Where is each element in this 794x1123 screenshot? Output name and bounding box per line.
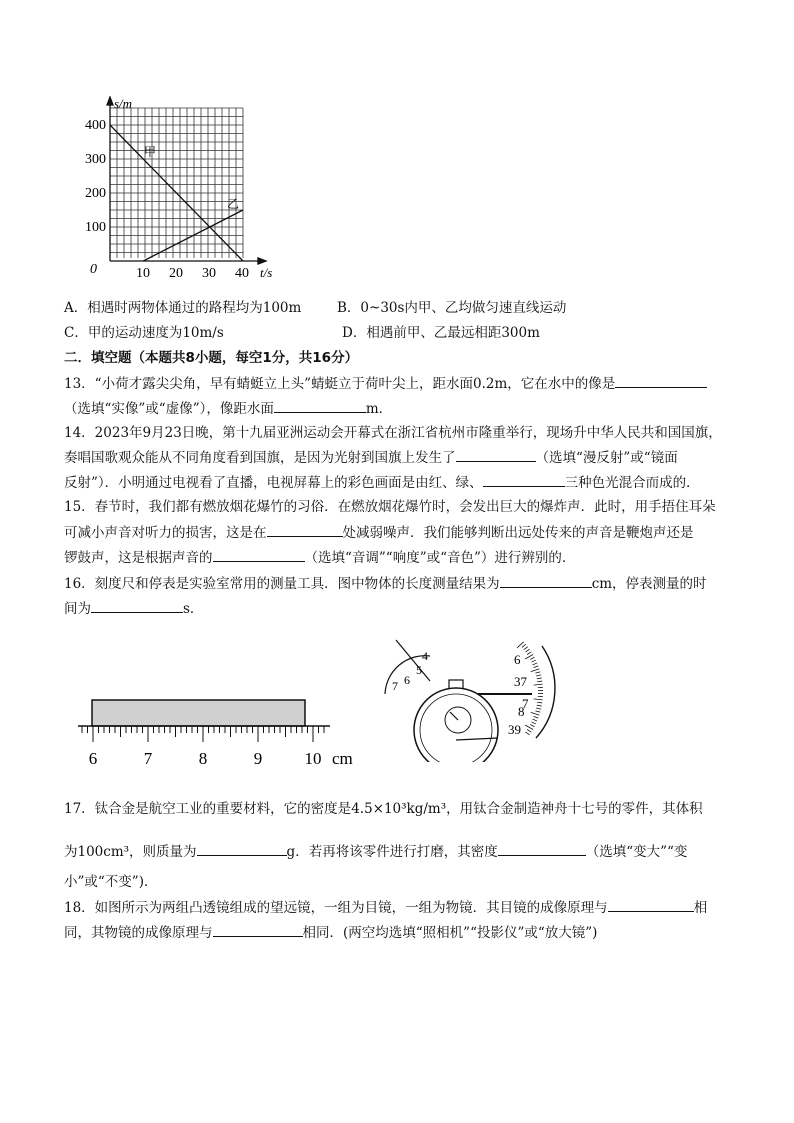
- ruler-label-10: 10: [304, 749, 322, 768]
- origin-label: 0: [90, 262, 97, 277]
- scale-tick: [527, 652, 531, 655]
- scale-label-6: 6: [514, 652, 521, 667]
- q17-text-1a: 17．钛合金是航空工业的重要材料，它的密度是: [64, 801, 352, 817]
- q12-option-d: D．相遇前甲、乙最远相距300m: [342, 325, 540, 341]
- ruler-figure: [72, 690, 372, 770]
- y-tick-100: 100: [85, 220, 106, 235]
- q15-text-3b: （选填“音调”“响度”或“音色”）进行辨别的．: [304, 550, 576, 566]
- ruler-label-9: 9: [253, 749, 263, 768]
- q14-text-3a: 反射”）．小明通过电视看了直播，电视屏幕上的彩色画面是由红、绿、: [64, 475, 483, 491]
- small-dial-7: 7: [392, 679, 398, 693]
- scale-tick: [534, 666, 539, 668]
- q15-text-2b: 处减弱噪声．我们能够判断出远处传来的声音是鞭炮声还是: [342, 525, 694, 541]
- q15-text-2a: 可减小声音对听力的损害，这是在: [64, 525, 267, 541]
- q18-line-1: [64, 897, 707, 918]
- x-tick-20: 20: [169, 266, 183, 281]
- y-tick-200: 200: [85, 186, 106, 201]
- ruler-label-6: 6: [88, 749, 98, 768]
- q15-blank-1[interactable]: [267, 522, 343, 537]
- scale-tick: [531, 722, 536, 724]
- section-2-title: 二．填空题（本题共8小题，每空1分，共16分）: [64, 350, 359, 366]
- q16-text-2a: 间为: [64, 601, 91, 617]
- scale-tick: [537, 702, 542, 703]
- q16-text-1b: cm，停表测量的时: [591, 576, 707, 592]
- measured-block: [92, 700, 305, 726]
- scale-tick: [536, 708, 541, 709]
- scale-tick: [524, 647, 528, 650]
- q17-density: 4.5×10³kg/m³: [351, 801, 447, 817]
- y-tick-400: 400: [85, 118, 106, 133]
- q14-line-3: [64, 472, 700, 493]
- q16-blank-2[interactable]: [91, 598, 183, 613]
- scale-tick: [525, 732, 529, 735]
- q14-text-3b: 三种色光混合而成的．: [564, 475, 700, 491]
- q13-blank-1[interactable]: [615, 373, 707, 388]
- q17-text-2a: 为100cm³，则质量为: [64, 844, 197, 860]
- scale-tick: [531, 660, 536, 662]
- q18-text-1b: 相: [693, 900, 708, 916]
- q17-line-1: [64, 799, 703, 819]
- big-dial-scale: [536, 646, 555, 738]
- scale-tick: [534, 699, 543, 700]
- scale-tick: [530, 724, 534, 726]
- scale-tick: [535, 672, 540, 673]
- q16-line-1: [64, 573, 707, 594]
- scale-tick: [534, 684, 543, 685]
- q18-text-2a: 同，其物镜的成像原理与: [64, 925, 213, 941]
- q14-line-2: [64, 447, 678, 468]
- x-tick-10: 10: [136, 266, 150, 281]
- q13-text-2b: m．: [365, 401, 393, 417]
- q14-text-2a: 奏唱国歌观众能从不同角度看到国旗，是因为光射到国旗上发生了: [64, 450, 456, 466]
- q12-option-c: C．甲的运动速度为10m/s: [64, 325, 224, 341]
- q15-line-3: [64, 547, 575, 568]
- q15-blank-2[interactable]: [213, 547, 305, 562]
- q13-line-1: [64, 373, 707, 394]
- q17-line-3: 小”或“不变”)．: [64, 874, 158, 890]
- q16-blank-1[interactable]: [500, 573, 592, 588]
- q17-blank-2[interactable]: [498, 841, 586, 856]
- q15-line-2: [64, 522, 694, 543]
- scale-tick: [531, 669, 540, 672]
- q18-line-2: [64, 922, 597, 943]
- q17-text-1b: ，用钛合金制造神舟十七号的零件，其体积: [446, 801, 703, 817]
- ruler-label-8: 8: [198, 749, 208, 768]
- scale-tick: [537, 678, 542, 679]
- q13-blank-2[interactable]: [274, 398, 366, 413]
- x-tick-30: 30: [202, 266, 216, 281]
- scale-label-39: 39: [508, 722, 521, 737]
- scale-tick: [537, 705, 542, 706]
- scale-label-7: 7: [522, 696, 529, 711]
- small-dial-6: 6: [404, 673, 410, 687]
- q18-blank-2[interactable]: [213, 922, 303, 937]
- q14-text-2b: （选填“漫反射”或“镜面: [535, 450, 678, 466]
- q13-text-2a: （选填“实像”或“虚像”），像距水面: [64, 401, 274, 417]
- q18-blank-1[interactable]: [608, 897, 694, 912]
- scale-tick: [533, 719, 538, 721]
- scale-tick: [537, 681, 542, 682]
- q16-line-2: [64, 598, 203, 619]
- q18-text-2b: 相同．(两空均选填“照相机”“投影仪”或“放大镜”): [302, 925, 598, 941]
- q17-line-2: [64, 841, 687, 862]
- y-tick-300: 300: [85, 152, 106, 167]
- small-dial-5: 5: [416, 663, 422, 677]
- scale-tick: [530, 657, 534, 659]
- y-axis-label: s/m: [114, 96, 133, 111]
- line-jia-label: 甲: [144, 145, 157, 159]
- graph-grid: [110, 108, 243, 258]
- q18-text-1a: 18．如图所示为两组凸透镜组成的望远镜，一组为目镜，一组为物镜．其目镜的成像原理与: [64, 900, 608, 916]
- scale-tick: [527, 730, 531, 733]
- q17-text-2c: （选填“变大”“变: [585, 844, 688, 860]
- q17-blank-1[interactable]: [197, 841, 287, 856]
- scale-label-37: 37: [514, 674, 527, 689]
- scale-tick: [534, 716, 539, 718]
- q13-text-1: 13．“小荷才露尖尖角，早有蜻蜓立上头”蜻蜓立于荷叶尖上，距水面0.2m，它在水中的像是: [64, 376, 616, 392]
- scale-tick: [533, 663, 538, 665]
- ruler-unit: cm: [332, 749, 353, 768]
- q14-line-1: 14．2023年9月23日晚，第十九届亚洲运动会开幕式在浙江省杭州市隆重举行，现场升中华人民共和国国旗，: [64, 425, 722, 441]
- scale-tick: [522, 644, 526, 647]
- q15-line-1: 15．春节时，我们都有燃放烟花爆竹的习俗．在燃放烟花爆竹时，会发出巨大的爆炸声．此时，用手捂住耳朵: [64, 499, 716, 515]
- s-t-graph: [70, 96, 290, 282]
- q17-text-2b: g．若再将该零件进行打磨，其密度: [286, 844, 498, 860]
- ruler-ticks: [82, 726, 324, 742]
- stopwatch-figure: [370, 636, 570, 762]
- scale-tick: [536, 675, 541, 676]
- scale-label-8: 8: [518, 704, 525, 719]
- q16-text-1a: 16．刻度尺和停表是实验室常用的测量工具．图中物体的长度测量结果为: [64, 576, 500, 592]
- q14-blank-1[interactable]: [456, 447, 536, 462]
- q12-option-a: A．相遇时两物体通过的路程均为100m: [64, 300, 302, 316]
- scale-tick: [525, 649, 529, 652]
- scale-tick: [535, 711, 540, 712]
- small-dial-4: 4: [422, 649, 428, 663]
- q14-blank-2[interactable]: [483, 472, 565, 487]
- line-yi-label: 乙: [227, 197, 240, 211]
- q12-option-b: B．0~30s内甲、乙均做匀速直线运动: [337, 300, 567, 316]
- x-tick-40: 40: [235, 266, 249, 281]
- ruler-label-7: 7: [143, 749, 153, 768]
- q15-text-3a: 锣鼓声，这是根据声音的: [64, 550, 213, 566]
- q16-text-2b: s．: [183, 601, 204, 617]
- q13-line-2: [64, 398, 392, 419]
- scale-tick: [531, 712, 540, 715]
- x-axis-label: t/s: [260, 265, 273, 280]
